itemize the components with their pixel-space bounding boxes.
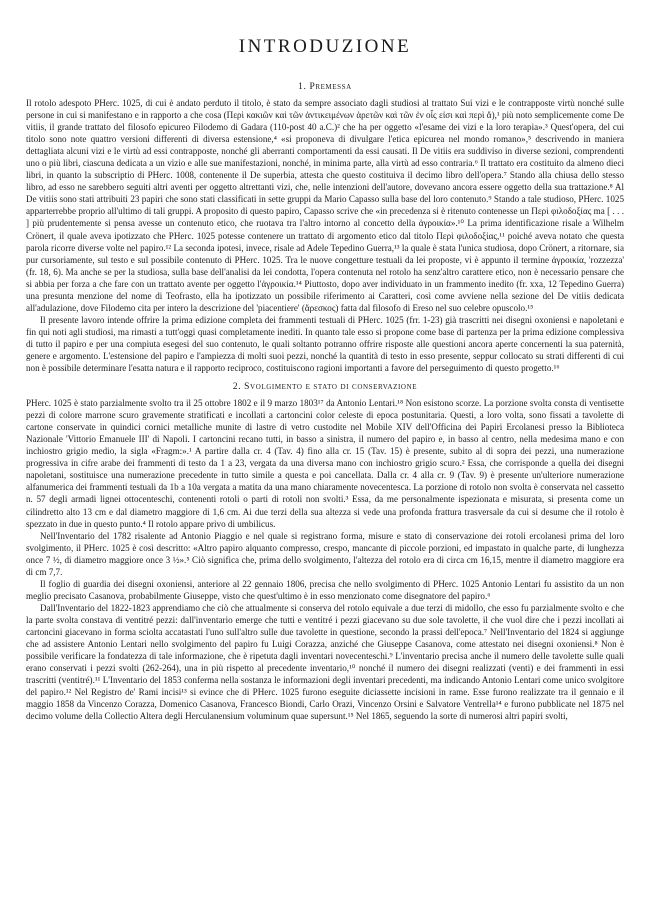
- section-heading-premessa: 1. Premessa: [298, 82, 352, 92]
- section-heading-svolgimento: 2. Svolgimento e stato di conservazione: [232, 382, 418, 393]
- page-title: INTRODUZIONE: [238, 36, 412, 57]
- paragraph: Il foglio di guardia dei disegni oxoniensi, anteriore al 22 gennaio 1806, precisa che nello svolgimento di PHerc. 1025 Antonio Lentari fu assistito da un non meglio precisato Casanova, probabilmente Giuseppe, visto che quest'ultimo è in esso menzionato come disegnatore del papiro.⁶: [26, 578, 624, 601]
- paragraph: Il rotolo adespoto PHerc. 1025, di cui è andato perduto il titolo, è stato da sempre associato dagli studiosi al trattato Sui vizi e le contrapposte virtù nonché sulle persone in cui si manifestano e in rapporto a che cosa (Περὶ κακιῶν καὶ τῶν ἀντικειμένων ἀρετῶν καὶ τῶν ἐν οἷς εἰσι καὶ περὶ ἅ),¹ più noto semplicemente come De vitiis, il grande trattato del filosofo epicureo Filodemo di Gadara (110-post 40 a.C.)² che ha per oggetto «l'esame dei vizi e la loro terapia».³ Quest'opera, del cui titolo sono note quattro versioni differenti di diversa estensione,⁴ «si proponeva di divulgare l'etica epicurea nel mondo romano»,⁵ descrivendo in maniera dettagliata alcuni vizi e le virtù ad essi contrapposte, nonché gli aberranti comportamenti da essi causati. Il De vitiis era suddiviso in diverse sezioni, comprendenti uno o più libri, ciascuna dedicata a un vizio e alle sue manifestazioni, nonché, in minima parte, alla virtù ad esso contraria.⁶ Il trattato era costituito da almeno dieci libri, in quanto la subscriptio di PHerc. 1008, contenente il De superbia, attesta che questo costituiva il decimo libro dell'opera.⁷ Stando alla chiusa dello stesso libro, ad esso ne sarebbero seguiti altri aventi per oggetto altrettanti vizi, che, nelle intenzioni dell'autore, dovevano ancora essere oggetto della sua trattazione.⁸ Al De vitiis sono stati attribuiti 23 papiri che sono stati classificati in sette gruppi da Mario Capasso sulla base del loro contenuto.⁹ Stando a tale studioso, PHerc. 1025 apparterrebbe proprio all'ultimo di tali gruppi. A proposito di questo papiro, Capasso scrive che «in precedenza si è ritenuto contenesse un Περὶ φιλοδοξίας ma [ . . . ] più prudentemente si pensa avesse un contenuto etico, che ruotava tra l'altro intorno al concetto della ἀγροικία».¹⁰ La prima identificazione risale a Wilhelm Crönert, il quale aveva ipotizzato che PHerc. 1025 potesse contenere un trattato di argomento etico dal titolo Περὶ φιλοδοξίας,¹¹ poiché aveva notato che questa parola ricorre diverse volte nel papiro.¹² La seconda ipotesi, invece, risale ad Adele Tepedino Guerra,¹³ la quale è stata l'unica studiosa, dopo Crönert, a ritornare, sia pur cursoriamente, sul testo e sul possibile contenuto di PHerc. 1025. Tra le nuove congetture testuali da lei proposte, vi è appunto il termine ἀγροικία, 'rozzezza' (fr. 18, 6). Ma anche se per la studiosa, sulla base dell'analisi da lei condotta, l'opera contenuta nel rotolo ha senz'altro carattere etico, non è necessario pensare che si abbia per forza a che fare con un trattato avente per oggetto l'ἀγροικία.¹⁴ Piuttosto, dopo aver individuato in un frammento inedito (fr. xxa, 12 Tepedino Guerra) una presunta menzione del nome di Teofrasto, ella ha ipotizzato un possibile riferimento ai Caratteri, così come avviene nella sezione del De vitiis dedicata all'adulazione, dove Filodemo cita per intero la descrizione del 'piacentiere' (ἄρεσκος) fatta dal filosofo di Ereso nel suo celebre opuscolo.¹⁵: [26, 98, 624, 313]
- paragraph: Nell'Inventario del 1782 risalente ad Antonio Piaggio e nel quale si registrano forma, misure e stato di conservazione dei rotoli ercolanesi prima del loro svolgimento, il PHerc. 1025 è così descritto: «Altro papiro alquanto compresso, crespo, mancante di piccole porzioni, ed impastato in qualche parte, di lunghezza once 7 ½, di diametro maggiore once 3 ½».⁵ Ciò significa che, prima dello svolgimento, l'altezza del rotolo era di circa cm 16,15, mentre il diametro maggiore era di cm 7,7.: [26, 530, 624, 577]
- paragraph: PHerc. 1025 è stato parzialmente svolto tra il 25 ottobre 1802 e il 9 marzo 1803¹⁷ da Antonio Lentari.¹⁸ Non esistono scorze. La porzione svolta consta di ventisette pezzi di colore marrone scuro gravemente stratificati e incollati a cartoncini color celeste di epoca postunitaria. Questi, a loro volta, sono fissati a tavolette di cartone conservate in quindici cornici metalliche munite di lastre di vetro custodite nel Mobile XIV dell'Officina dei Papiri Ercolanesi presso la Biblioteca Nazionale 'Vittorio Emanuele III' di Napoli. I cartoncini recano tutti, in basso a sinistra, il numero del papiro e, in basso al centro, nella medesima mano e con inchiostro grigio medio, la sigla «Fragm:».¹ A partire dalla cr. 4 (Tav. 4) fino alla cr. 15 (Tav. 15) è presente, subito al di sopra dei pezzi, una numerazione progressiva in cifre arabe dei frammenti di testo da 1 a 23, vergata da una diversa mano con inchiostro grigio scuro.² Essa, che corrisponde a quella dei disegni napoletani, sostituisce una numerazione precedente in tutto simile a questa e poi cancellata. Dalla cr. 4 alla cr. 9 (Tav. 9) è presente un'ulteriore numerazione alfanumerica dei frammenti testuali da 1b a 10a vergata a matita da una mano chiaramente novecentesca. La porzione di rotolo non svolta è conservata nel cassetto n. 57 degli armadi lignei ottocenteschi, contenenti rotoli o parti di rotoli non svolti.³ Essa, da me personalmente ispezionata e misurata, si presenta come un cilindretto alto 13 cm e dal diametro maggiore di 1,6 cm. Ai due terzi della sua altezza si vede una profonda frattura trasversale da cui si desume che il rotolo è spezzato in due in questo punto.⁴ Il rotolo appare privo di umbilicus.: [26, 398, 624, 529]
- paragraph: Dall'Inventario del 1822-1823 apprendiamo che ciò che attualmente si conserva del rotolo equivale a due terzi di midollo, che esso fu parzialmente svolto e che la parte svolta constava di ventitré pezzi: dall'inventario emerge che tutti e ventitré i pezzi giacevano su due sole tavolette, il che vuol dire che i pezzi incollati ai cartoncini giacevano in forma sciolta accatastati l'uno sull'altro sulle due tavolette in questione, secondo la prassi dell'epoca.⁷ Nell'Inventario del 1824 si aggiunge che ad assistere Antonio Lentari nello svolgimento del papiro fu Luigi Corazza, anziché che Giuseppe Casanova, come attestato nei disegni oxoniensi.⁸ Non è possibile verificare la fondatezza di tale informazione, che è ripetuta dagli inventari novecenteschi.⁹ L'inventario precisa anche il numero delle tavolette sulle quali erano conservati i pezzi svolti (262-264), una in più rispetto al precedente inventario,¹⁰ nonché il numero dei disegni realizzati (venti) e dei frammenti in essi trascritti (ventitré).¹¹ L'Inventario del 1853 conferma nella sostanza le informazioni degli inventari precedenti, ma indicando Antonio Lentari come unico svolgitore del papiro.¹² Nel Registro de' Rami incisi¹³ si evince che di PHerc. 1025 furono eseguite diciassette incisioni in rame. Esse furono realizzate tra il gennaio e il maggio 1858 da Vincenzo Corazza, Domenico Casanova, Francesco Biondi, Carlo Orazi, Vincenzo Orsini e Salvatore Ventrella¹⁴ e furono pubblicate nel 1875 nel decimo volume della Collectio Altera degli Herculanensium voluminum quae supersunt.¹⁵ Nel 1865, seguendo la sorte di numerosi altri papiri svolti,: [26, 602, 624, 722]
- paragraph: Il presente lavoro intende offrire la prima edizione completa dei frammenti testuali di PHerc. 1025 (frr. 1-23) già trascritti nei disegni oxoniensi e napoletani e fin qui noti agli studiosi, ma rimasti a tutt'oggi quasi completamente inediti. In quanto tale esso si propone come base di partenza per la prima edizione complessiva di tutto il papiro e per una compiuta esegesi del suo contenuto, le quali soltanto potranno offrire risposte alle questioni ancora aperte concernenti la sua paternità, genere e argomento. L'estensione del papiro e l'ampiezza di molti suoi pezzi, nonché la quantità di testo in esso presente, seppur collocato su strati differenti di cui non è possibile determinare l'esatta natura e il rapporto reciproco, costituiscono ragioni importanti a favore del perseguimento di questo progetto.¹⁶: [26, 314, 624, 374]
